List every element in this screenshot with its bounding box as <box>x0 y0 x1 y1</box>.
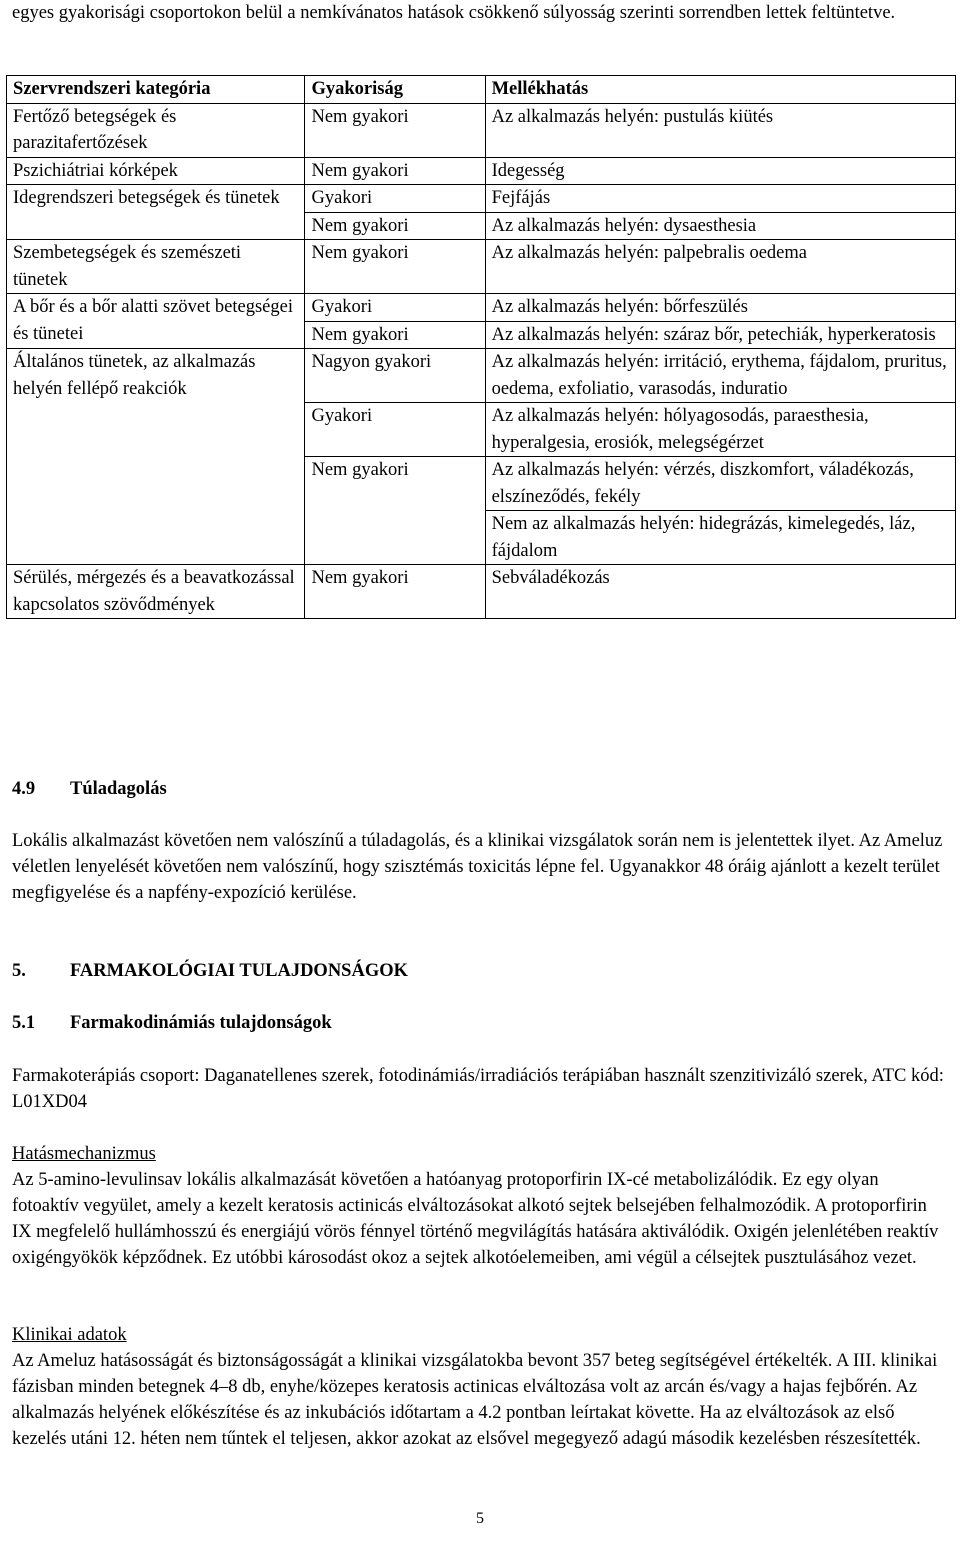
table-row <box>7 294 956 322</box>
clinical-heading: Klinikai adatok <box>12 1325 127 1345</box>
category-cell: Pszichiátriai kórképek <box>7 157 305 185</box>
intro-text: egyes gyakorisági csoportokon belül a nemkívánatos hatások csökkenő súlyosság szerinti sorrendben lettek feltüntetve. <box>12 3 896 23</box>
frequency-cell: Gyakori <box>305 294 485 322</box>
category-cell: Idegrendszeri betegségek és tünetek <box>7 185 305 240</box>
effect-cell: Fejfájás <box>485 185 955 213</box>
header-effect: Mellékhatás <box>485 76 955 104</box>
effect-cell: Az alkalmazás helyén: dysaesthesia <box>485 212 955 240</box>
overdose-paragraph: Lokális alkalmazást követően nem valószínű a túladagolás, és a klinikai vizsgálatok során nem is jelentettek ilyet. Az Ameluz véletlen lenyelését követően nem valószínű, hogy szisztémás toxicitás lépne fel. Ugyanakkor 48 óráig ajánlott a kezelt terület megfigyelése és a napfény-expozíció kerülése. <box>12 831 943 903</box>
effect-cell: Az alkalmazás helyén: palpebralis oedema <box>485 240 955 294</box>
section-title: Túladagolás <box>70 779 167 799</box>
table-header-row <box>7 76 956 104</box>
header-frequency: Gyakoriság <box>305 76 485 104</box>
effect-cell: Idegesség <box>485 157 955 185</box>
section-number: 4.9 <box>12 779 36 799</box>
mechanism-heading: Hatásmechanizmus <box>12 1144 156 1164</box>
mechanism-paragraph: Az 5-amino-levulinsav lokális alkalmazását követően a hatóanyag protoporfirin IX-cé metabolizálódik. Ez egy olyan fotoaktív vegyület, amely a kezelt keratosis actinicás elváltozásokat alkotó sejtek belsejében felhalmozódik. A protoporfirin IX megfelelő hullámhosszú és energiájú vörös fénnyel történő megvilágítás hatására aktiválódik. Oxigén jelenlétében reaktív oxigéngyökök képződnek. Ez utóbbi károsodást okoz a sejtek alkotóelemeiben, ami végül a célsejtek pusztulásához vezet. <box>12 1170 939 1268</box>
section-title: FARMAKOLÓGIAI TULAJDONSÁGOK <box>70 961 408 981</box>
section-number: 5. <box>12 961 26 981</box>
frequency-cell: Nem gyakori <box>305 103 485 157</box>
page-number: 5 <box>476 1510 484 1527</box>
section-heading-5-1 <box>12 1010 332 1036</box>
frequency-cell: Gyakori <box>305 185 485 213</box>
category-cell: Sérülés, mérgezés és a beavatkozással kapcsolatos szövődmények <box>7 565 305 619</box>
category-cell: Szembetegségek és szemészeti tünetek <box>7 240 305 294</box>
category-cell: A bőr és a bőr alatti szövet betegségei és tünetei <box>7 294 305 349</box>
section-number: 5.1 <box>12 1013 36 1033</box>
frequency-cell: Nagyon gyakori <box>305 349 485 403</box>
effect-cell: Sebváladékozás <box>485 565 955 619</box>
frequency-cell: Gyakori <box>305 403 485 457</box>
adverse-effects-table <box>6 75 956 619</box>
table-row <box>7 349 956 403</box>
frequency-cell: Nem gyakori <box>305 565 485 619</box>
category-cell: Fertőző betegségek és parazitafertőzések <box>7 103 305 157</box>
clinical-paragraph: Az Ameluz hatásosságát és biztonságosságát a klinikai vizsgálatokba bevont 357 beteg segítségével értékelték. A III. klinikai fázisban minden betegnek 4–8 db, enyhe/közepes keratosis actinicas elváltozása volt az arcán és/vagy a hajas fejbőrén. Az alkalmazás helyének előkészítése és az inkubációs időtartam a 4.2 pontban leírtakat követte. Ha az elváltozások az első kezelés utáni 12. héten nem tűntek el teljesen, akkor azokat az elsővel megegyező adagú második kezelésben részesítették. <box>12 1351 938 1449</box>
section-title: Farmakodinámiás tulajdonságok <box>70 1013 332 1033</box>
frequency-cell: Nem gyakori <box>305 212 485 240</box>
frequency-cell: Nem gyakori <box>305 157 485 185</box>
frequency-cell: Nem gyakori <box>305 321 485 349</box>
effect-cell: Az alkalmazás helyén: pustulás kiütés <box>485 103 955 157</box>
effect-cell: Az alkalmazás helyén: hólyagosodás, paraesthesia, hyperalgesia, erosiók, melegségérzet <box>485 403 955 457</box>
section-heading-4-9 <box>12 776 167 802</box>
effect-cell: Nem az alkalmazás helyén: hidegrázás, kimelegedés, láz, fájdalom <box>485 511 955 565</box>
pharmacotherapeutic-group: Farmakoterápiás csoport: Daganatellenes szerek, fotodinámiás/irradiációs terápiában használt szenzitivizáló szerek, ATC kód: L01XD04 <box>12 1066 944 1112</box>
frequency-cell: Nem gyakori <box>305 457 485 565</box>
effect-cell: Az alkalmazás helyén: bőrfeszülés <box>485 294 955 322</box>
table-row <box>7 240 956 294</box>
section-heading-5 <box>12 958 408 984</box>
table-row <box>7 157 956 185</box>
frequency-cell: Nem gyakori <box>305 240 485 294</box>
effect-cell: Az alkalmazás helyén: vérzés, diszkomfort, váladékozás, elszíneződés, fekély <box>485 457 955 511</box>
header-category: Szervrendszeri kategória <box>7 76 305 104</box>
table-row <box>7 185 956 213</box>
category-cell: Általános tünetek, az alkalmazás helyén fellépő reakciók <box>7 349 305 565</box>
table-row <box>7 565 956 619</box>
effect-cell: Az alkalmazás helyén: irritáció, erythema, fájdalom, pruritus, oedema, exfoliatio, varasodás, induratio <box>485 349 955 403</box>
table-row <box>7 103 956 157</box>
effect-cell: Az alkalmazás helyén: száraz bőr, petechiák, hyperkeratosis <box>485 321 955 349</box>
